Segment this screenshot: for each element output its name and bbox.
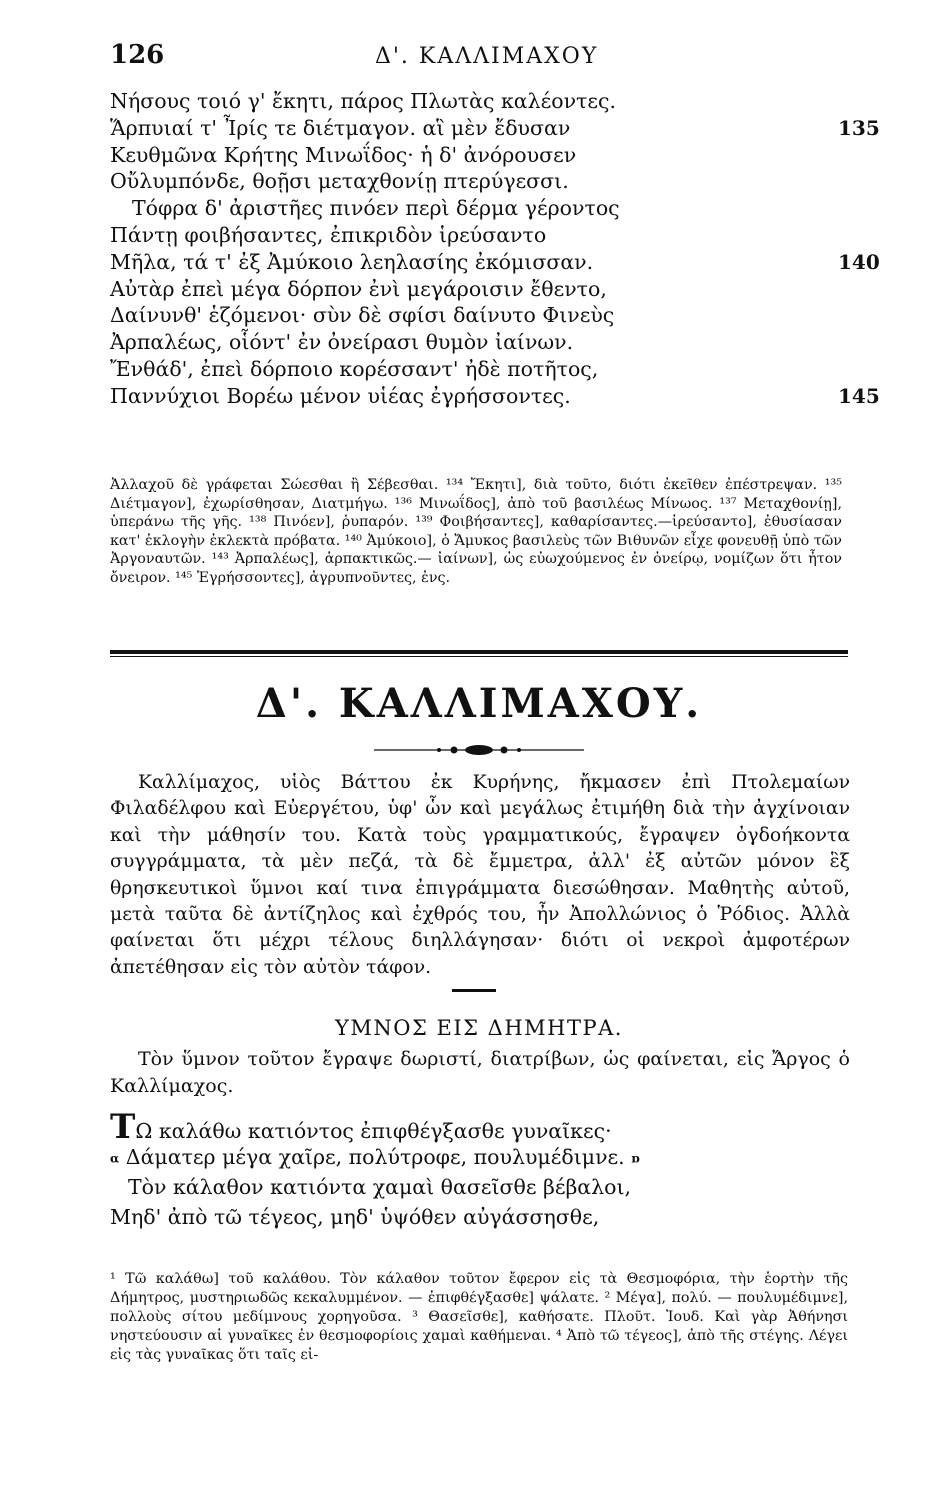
footnote-text: ¹ Τῶ καλάθω] τοῦ καλάθου. Τὸν κάλαθον τοῦτον ἔφερον εἰς τὰ Θεσμοφόρια, τὴν ἑορτὴν τῆς Δήμητρος, μυστηριωδῶς κεκαλυμμένον. — ἐπιφθέγξασθε] ψάλατε. ² Μέγα], πολύ. — πουλυμέδιμνε], πολλοὺς σίτου μεδίμνους χορηγοῦσα. ³ Θασεῖσθε], καθήσατε. Πλοῦτ. Ἰουδ. Καὶ γὰρ Ἀθήνησι νηστεύουσιν αἱ γυναῖκες ἐν θεσμοφορίοις χαμαὶ καθήμεναι. ⁴ Ἀπὸ τῶ τέγεος], ἀπὸ τῆς στέγης. Λέγει εἰς τὰς γυναῖκας ὅτι ταῖς εἰ-	[110, 1271, 848, 1363]
verse-block	[110, 88, 880, 410]
line-number: 135	[838, 115, 880, 140]
verse-line: Δαίνυνθ' ἑζόμενοι· σὺν δὲ σφίσι δαίνυτο Φινεὺς	[110, 303, 615, 328]
footnote-text: Ἀλλαχοῦ δὲ γράφεται Σώεσθαι ἢ Σέβεσθαι. ¹³⁴ Ἔκητι], διὰ τοῦτο, διότι ἐκεῖθεν ἐπέστρεψαν. ¹³⁵ Διέτμαγον], ἐχωρίσθησαν, Διατμήγω. ¹³⁶ Μινωΐδος], ἀπὸ τοῦ βασιλέως Μίνωος. ¹³⁷ Μεταχθονίῃ], ὑπεράνω τῆς γῆς. ¹³⁸ Πινόεν], ῥυπαρόν. ¹³⁹ Φοιβήσαντες], καθαρίσαντες.—ἱρεύσαντο], ἐθυσίασαν κατ' ἐκλογὴν ἐκλεκτὰ πρόβατα. ¹⁴⁰ Ἀμύκοιο], ὁ Ἄμυκος βασιλεὺς τῶν Βιθυνῶν εἶχε φονευθῇ ὑπὸ τῶν Ἀργοναυτῶν. ¹⁴³ Ἀρπαλέως], ἁρπακτικῶς.— ἰαίνων], ὡς εὐωχούμενος ἐν ὀνείρῳ, νομίζων ὅτι ἦτον ὄνειρον. ¹⁴⁵ Ἐγρήσσοντες], ἀγρυπνοῦντες, ἐνς.	[110, 477, 842, 586]
hymn-line: Μηδ' ἀπὸ τῶ τέγεος, μηδ' ὑψόθεν αὐγάσσησθε,	[110, 1205, 600, 1229]
hymn-verse-block	[110, 1107, 850, 1232]
footnotes-top	[110, 476, 842, 588]
page-number: 126	[110, 40, 165, 70]
hymn-intro-paragraph: Τὸν ὕμνον τοῦτον ἔγραψε δωριστί, διατρίβων, ὡς φαίνεται, εἰς Ἄργος ὁ Καλλίμαχος.	[110, 1048, 850, 1097]
line-number: 140	[838, 249, 880, 274]
line-marker-left: α	[110, 1151, 120, 1166]
running-head	[110, 36, 850, 76]
hymn-introduction	[110, 1046, 850, 1100]
verse-line: Πάντῃ φοιβήσαντες, ἐπικριδὸν ἱρεύσαντο	[110, 222, 547, 247]
intro-paragraph: Καλλίμαχος, υἱὸς Βάττου ἐκ Κυρήνης, ἤκμασεν ἐπὶ Πτολεμαίων Φιλαδέλφου καὶ Εὐεργέτου, ὑφ' ὧν καὶ μεγάλως ἐτιμήθη διὰ τὴν ἀγχίνοιαν καὶ τὴν μάθησίν του. Κατὰ τοὺς γραμματικούς, ἔγραψεν ὀγδοήκοντα συγγράμματα, τὰ μὲν πεζά, τὰ δὲ ἔμμετρα, ἀλλ' ἐξ αὐτῶν μόνον ἓξ θρησκευτικοὶ ὕμνοι καί τινα ἐπιγράμματα διεσώθησαν. Μαθητὴς αὐτοῦ, μετὰ ταῦτα δὲ ἀντίζηλος καὶ ἐχθρός του, ἦν Ἀπολλώνιος ὁ Ῥόδιος. Ἀλλὰ φαίνεται ὅτι μέχρι τέλους διηλλάγησαν· διότι οἱ νεκροὶ ἀμφοτέρων ἀπετέθησαν εἰς τὸν αὐτὸν τάφον.	[110, 772, 850, 978]
short-divider	[452, 989, 496, 992]
running-title: Δ'. ΚΑΛΛΙΜΑΧΟΥ	[375, 44, 599, 69]
ornament-divider	[374, 744, 584, 756]
verse-line: Μῆλα, τά τ' ἐξ Ἀμύκοιο λεηλασίης ἐκόμισσαν. 140	[110, 249, 880, 274]
author-introduction	[110, 770, 850, 981]
verse-line: Τόφρα δ' ἀριστῆες πινόεν περὶ δέρμα γέροντος	[132, 196, 620, 221]
hymn-line: ΤΩ καλάθω κατιόντος ἐπιφθέγξασθε γυναῖκες·	[110, 1107, 612, 1147]
verse-line: Παννύχιοι Βορέω μένον υἱέας ἐγρήσσοντες. 145	[110, 383, 880, 408]
verse-line: Ἅρπυιαί τ' Ἶρίς τε διέτμαγον. αἳ μὲν ἔδυσαν 135	[110, 115, 880, 140]
section-divider-thin	[110, 656, 848, 657]
line-number: 145	[838, 383, 880, 408]
section-title: Δ'. ΚΑΛΛΙΜΑΧΟΥ.	[255, 680, 703, 727]
line-marker-right: ɒ	[631, 1151, 640, 1166]
hymn-title: ΥΜΝΟΣ ΕΙΣ ΔΗΜΗΤΡΑ.	[335, 1016, 623, 1040]
verse-line: Ἀρπαλέως, οἷόντ' ἐν ὀνείρασι θυμὸν ἰαίνων.	[110, 330, 574, 355]
hymn-line: α Δάματερ μέγα χαῖρε, πολύτροφε, πουλυμέδιμνε. ɒ	[110, 1145, 640, 1169]
drop-cap: Τ	[110, 1107, 136, 1147]
verse-line: Νήσους τοιό γ' ἔκητι, πάρος Πλωτὰς καλέοντες.	[110, 89, 617, 113]
verse-line: Αὐτὰρ ἐπεὶ μέγα δόρπον ἐνὶ μεγάροισιν ἔθεντο,	[110, 276, 607, 301]
hymn-line: Τὸν κάλαθον κατιόντα χαμαὶ θασεῖσθε βέβαλοι,	[128, 1175, 632, 1199]
verse-line: Οὔλυμπόνδε, θοῇσι μεταχθονίῃ πτερύγεσσι.	[110, 169, 569, 194]
footnotes-bottom	[110, 1270, 848, 1365]
section-divider	[110, 650, 848, 654]
verse-line: Ἔνθάδ', ἐπεὶ δόρποιο κορέσσαντ' ἠδὲ ποτῆτος,	[110, 356, 599, 381]
verse-line: Κευθμῶνα Κρήτης Μινωΐδος· ἡ δ' ἀνόρουσεν	[110, 142, 577, 167]
